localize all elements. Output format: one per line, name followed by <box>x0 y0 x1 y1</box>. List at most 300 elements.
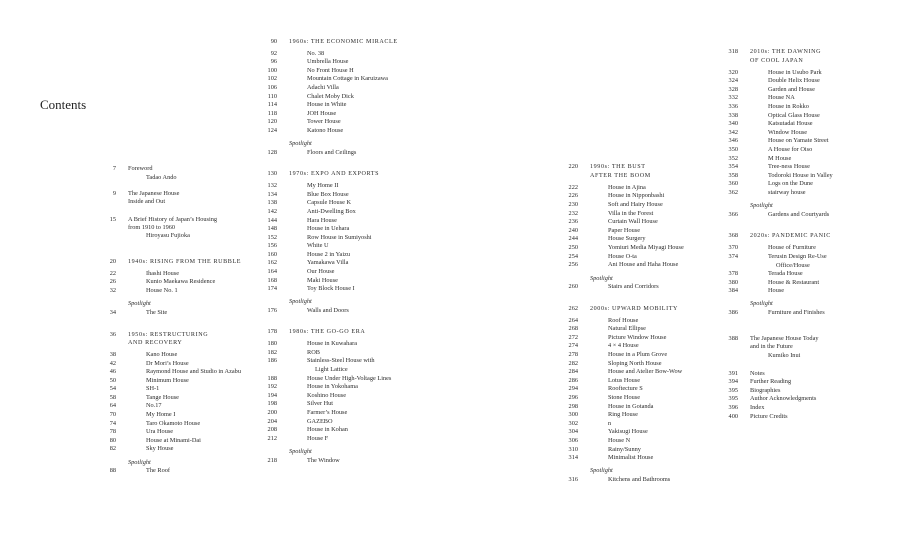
toc-entry <box>146 232 190 240</box>
entry-title: Terusin Design Re-Use <box>768 253 827 260</box>
entry-title: Author Acknowledgments <box>750 395 817 402</box>
page-number: 178 <box>267 328 277 335</box>
page-number: 218 <box>267 457 277 464</box>
toc-entry <box>728 172 833 180</box>
toc-entry <box>568 325 646 333</box>
toc-entry <box>568 235 646 243</box>
entry-title: JOH House <box>307 110 337 117</box>
toc-entry <box>267 149 357 157</box>
toc-entry <box>728 309 825 317</box>
page-number: 306 <box>568 437 578 444</box>
entry-title: Walls and Doors <box>307 307 349 314</box>
toc-entry <box>315 366 348 374</box>
entry-title: Umbrella House <box>307 58 349 65</box>
page-number: 156 <box>267 242 277 249</box>
entry-title: House in Uehara <box>307 225 350 232</box>
toc-entry <box>568 218 658 226</box>
page-number: 274 <box>568 342 578 349</box>
entry-title: House in Yokohama <box>307 383 358 390</box>
toc-entry <box>267 409 348 417</box>
toc-entry <box>728 137 829 145</box>
toc-entry <box>267 375 392 383</box>
entry-title: Row House in Sumiyoshi <box>307 234 372 241</box>
entry-title: Capsule House K <box>307 199 352 206</box>
toc-entry <box>728 112 820 120</box>
entry-title: House at Minami-Dai <box>146 437 201 444</box>
entry-title: Terada House <box>768 270 803 277</box>
section-title: 1980s: THE GO-GO ERA <box>289 329 366 335</box>
toc-entry <box>112 165 153 173</box>
page-number: 42 <box>109 360 116 367</box>
entry-title: Ihashi House <box>146 270 180 277</box>
page-number: 294 <box>568 385 578 392</box>
entry-title: GAZEBO <box>307 418 333 425</box>
spotlight-text: Spotlight <box>590 275 613 282</box>
entry-title: Rooftecture S <box>608 385 643 392</box>
page-number: 96 <box>270 58 277 65</box>
entry-title: Roof House <box>608 317 639 324</box>
section-heading <box>728 48 822 56</box>
entry-title: Katono House <box>307 127 344 134</box>
page-number: 332 <box>728 94 738 101</box>
entry-title: Toy Block House I <box>307 285 355 292</box>
spotlight-text: Spotlight <box>128 459 151 466</box>
page-number: 320 <box>728 69 738 76</box>
section-title: AND RECOVERY <box>128 340 183 346</box>
entry-title: Office/House <box>776 262 810 269</box>
section-title: 1940s: RISING FROM THE RUBBLE <box>128 259 242 265</box>
entry-title: Inside and Out <box>128 198 166 205</box>
toc-entry <box>728 335 819 343</box>
toc-entry <box>568 192 665 200</box>
spotlight-text: Spotlight <box>289 448 312 455</box>
page-number: 346 <box>728 137 738 144</box>
toc-entry <box>267 191 349 199</box>
page-number: 296 <box>568 394 578 401</box>
entry-title: Raymond House and Studio in Azabu <box>146 368 241 375</box>
toc-entry <box>109 360 189 368</box>
page-number: 386 <box>728 309 738 316</box>
entry-title: Picture Credits <box>750 413 788 420</box>
page-number: 212 <box>267 435 277 442</box>
entry-title: A House for Oiso <box>768 146 813 153</box>
entry-title: House No. 1 <box>146 287 178 294</box>
toc-entry <box>267 340 358 348</box>
page-number: 58 <box>109 394 116 401</box>
page-number: 318 <box>728 48 738 55</box>
entry-title: 4 × 4 House <box>608 342 639 349</box>
page-number: 34 <box>109 309 116 316</box>
page-number: 144 <box>267 217 277 224</box>
page-number: 78 <box>109 428 116 435</box>
page-number: 46 <box>109 368 116 375</box>
toc-entry <box>109 437 201 445</box>
toc-entry <box>267 75 388 83</box>
entry-title: Picture Window House <box>608 334 667 341</box>
page-number: 90 <box>270 38 277 45</box>
entry-title: Farmer’s House <box>307 409 348 416</box>
page-number: 338 <box>728 112 738 119</box>
toc-entry <box>568 253 637 261</box>
toc-entry <box>728 69 822 77</box>
entry-title: House in Gotanda <box>608 403 654 410</box>
page-number: 394 <box>728 378 738 385</box>
toc-entry <box>728 120 813 128</box>
entry-title: Villa in the Forest <box>608 210 654 217</box>
entry-title: Hiroyasu Fujioka <box>146 232 190 239</box>
toc-entry <box>109 428 174 436</box>
page-number: 74 <box>109 420 116 427</box>
entry-title: Minimalist House <box>608 454 654 461</box>
toc-entry <box>568 420 612 428</box>
toc-entry <box>267 101 347 109</box>
entry-title: Sky House <box>146 445 174 452</box>
toc-entry <box>267 307 349 315</box>
toc-entry <box>568 476 671 484</box>
entry-title: Further Reading <box>750 378 792 385</box>
page-number: 362 <box>728 189 738 196</box>
entry-title: Sloping North House <box>608 360 662 367</box>
entry-title: Stone House <box>608 394 641 401</box>
entry-title: Double Helix House <box>768 77 820 84</box>
entry-title: Minimum House <box>146 377 189 384</box>
toc-entry <box>728 94 795 102</box>
entry-title: Taro Okamoto House <box>146 420 201 427</box>
entry-title: Yomiuri Media Miyagi House <box>608 244 684 251</box>
toc-entry <box>568 261 679 269</box>
toc-entry <box>267 418 333 426</box>
toc-entry <box>568 334 667 342</box>
entry-title: House NA <box>768 94 795 101</box>
toc-entry <box>568 210 654 218</box>
entry-title: Tree-ness House <box>768 163 810 170</box>
page-number: 268 <box>568 325 578 332</box>
entry-title: House in Nipponbashi <box>608 192 665 199</box>
section-heading <box>109 331 209 339</box>
page-number: 232 <box>568 210 578 217</box>
page-number: 110 <box>267 93 277 100</box>
spotlight-text: Spotlight <box>750 202 773 209</box>
spotlight-text: Spotlight <box>750 300 773 307</box>
page-number: 395 <box>728 395 738 402</box>
page-number: 114 <box>267 101 277 108</box>
entry-title: Kitchens and Bathrooms <box>608 476 671 483</box>
toc-entry <box>109 309 168 317</box>
page-number: 176 <box>267 307 277 314</box>
entry-title: Tadao Ando <box>146 174 177 181</box>
page-number: 314 <box>568 454 578 461</box>
page-number: 336 <box>728 103 738 110</box>
toc-entry <box>267 426 348 434</box>
entry-title: Window House <box>768 129 808 136</box>
page-number: 32 <box>109 287 116 294</box>
entry-title: Silver Hut <box>307 400 334 407</box>
entry-title: Curtain Wall House <box>608 218 658 225</box>
entry-title: House F <box>307 435 329 442</box>
entry-title: ROB <box>307 349 320 356</box>
entry-title: House in a Plum Grove <box>608 351 668 358</box>
entry-title: The Japanese House Today <box>750 335 819 342</box>
page-number: 106 <box>267 84 277 91</box>
page-number: 395 <box>728 387 738 394</box>
entry-title: Biographies <box>750 387 781 394</box>
page-number: 130 <box>267 170 277 177</box>
spotlight-text: Spotlight <box>590 467 613 474</box>
page-number: 388 <box>728 335 738 342</box>
entry-title: Notes <box>750 370 765 377</box>
spotlight-label <box>289 448 312 456</box>
entry-title: Natural Ellipse <box>608 325 646 332</box>
entry-title: House in Rokko <box>768 103 809 110</box>
toc-entry <box>568 446 641 454</box>
page-number: 220 <box>568 163 578 170</box>
toc-entry <box>568 317 639 325</box>
toc-entry <box>128 198 165 206</box>
section-title: OF COOL JAPAN <box>750 58 804 64</box>
toc-entry <box>109 420 201 428</box>
page-number: 54 <box>109 385 116 392</box>
entry-title: Foreword <box>128 165 153 172</box>
page-number: 226 <box>568 192 578 199</box>
toc-entry <box>109 270 180 278</box>
page-number: 354 <box>728 163 738 170</box>
section-heading <box>267 170 380 178</box>
page-number: 316 <box>568 476 578 483</box>
entry-title: Paper House <box>608 227 641 234</box>
toc-entry <box>109 445 174 453</box>
spotlight-text: Spotlight <box>289 140 312 147</box>
entry-title: House Under High-Voltage Lines <box>307 375 392 382</box>
page-number: 244 <box>568 235 578 242</box>
page-number: 64 <box>109 402 116 409</box>
toc-entry <box>109 402 162 410</box>
entry-title: Rainy/Sunny <box>608 446 641 453</box>
entry-title: House in White <box>307 101 347 108</box>
entry-title: Katsutadai House <box>768 120 813 127</box>
entry-title: stairway house <box>768 189 806 196</box>
page-number: 384 <box>728 287 738 294</box>
entry-title: Garden and House <box>768 86 815 93</box>
entry-title: Light Lattice <box>315 366 348 373</box>
page-number: 160 <box>267 251 277 258</box>
entry-title: Hara House <box>307 217 337 224</box>
page-number: 38 <box>109 351 116 358</box>
toc-entry <box>267 199 352 207</box>
page-number: 142 <box>267 208 277 215</box>
page-number: 50 <box>109 377 116 384</box>
toc-entry <box>568 184 646 192</box>
toc-entry <box>267 251 351 259</box>
entry-title: Soft and Hairy House <box>608 201 663 208</box>
toc-entry <box>568 244 684 252</box>
page-number: 264 <box>568 317 578 324</box>
spotlight-label <box>128 459 151 467</box>
spotlight-label <box>750 300 773 308</box>
toc-entry <box>267 268 335 276</box>
toc-entry <box>267 182 339 190</box>
page-number: 380 <box>728 279 738 286</box>
spotlight-label <box>590 467 613 475</box>
toc-entry <box>568 377 641 385</box>
page-number: 358 <box>728 172 738 179</box>
spotlight-text: Spotlight <box>289 298 312 305</box>
page-number: 350 <box>728 146 738 153</box>
toc-entry <box>128 224 175 232</box>
section-title: 1970s: EXPO AND EXPORTS <box>289 171 380 177</box>
toc-entry <box>270 50 325 58</box>
entry-title: and in the Future <box>750 343 793 350</box>
toc-entry <box>568 360 662 368</box>
section-title: 2010s: THE DAWNING <box>750 49 822 55</box>
page-number: 174 <box>267 285 277 292</box>
page-number: 378 <box>728 270 738 277</box>
page-number: 230 <box>568 201 578 208</box>
page-number: 222 <box>568 184 578 191</box>
entry-title: Todoroki House in Valley <box>768 172 833 179</box>
toc-entry <box>728 244 816 252</box>
entry-title: Gardens and Courtyards <box>768 211 830 218</box>
toc-entry <box>267 93 354 101</box>
entry-title: Adachi Villa <box>307 84 339 91</box>
page-number: 7 <box>112 165 116 172</box>
page-number: 102 <box>267 75 277 82</box>
toc-entry <box>728 86 815 94</box>
entry-title: No Front House H <box>307 67 354 74</box>
toc-entry <box>267 118 341 126</box>
toc-entry <box>568 437 631 445</box>
page-number: 298 <box>568 403 578 410</box>
entry-title: House & Restaurant <box>768 279 820 286</box>
toc-entry <box>728 253 827 261</box>
toc-entry <box>109 287 178 295</box>
toc-entry <box>267 234 372 242</box>
page-number: 324 <box>728 77 738 84</box>
entry-title: Tower House <box>307 118 341 125</box>
entry-title: The Site <box>146 309 168 316</box>
page-number: 208 <box>267 426 277 433</box>
page-number: 138 <box>267 199 277 206</box>
toc-entry <box>267 242 329 250</box>
toc-entry <box>568 342 639 350</box>
page-number: 186 <box>267 357 277 364</box>
toc-entry <box>728 378 792 386</box>
entry-title: Anti-Dwelling Box <box>307 208 356 215</box>
page-number: 88 <box>109 467 116 474</box>
entry-title: House O-ta <box>608 253 637 260</box>
toc-entry <box>109 467 170 475</box>
entry-title: Koshino House <box>307 392 347 399</box>
section-title: 2020s: PANDEMIC PANIC <box>750 233 831 239</box>
page-number: 328 <box>728 86 738 93</box>
page-number: 120 <box>267 118 277 125</box>
toc-entry <box>267 277 338 285</box>
entry-title: Chalet Moby Dick <box>307 93 354 100</box>
toc-entry <box>728 103 809 111</box>
page-number: 200 <box>267 409 277 416</box>
toc-entry <box>728 180 813 188</box>
page-number: 236 <box>568 218 578 225</box>
page-number: 132 <box>267 182 277 189</box>
toc-entry <box>768 352 800 360</box>
toc-entry <box>568 428 648 436</box>
page-number: 204 <box>267 418 277 425</box>
section-heading <box>568 163 646 171</box>
page-title: Contents <box>40 97 87 112</box>
toc-entry <box>267 435 329 443</box>
page-number: 302 <box>568 420 578 427</box>
entry-title: House in Kuwahara <box>307 340 358 347</box>
toc-entry <box>109 377 189 385</box>
entry-title: Logs on the Dune <box>768 180 813 187</box>
toc-entry <box>568 351 668 359</box>
page-number: 80 <box>109 437 116 444</box>
entry-title: Index <box>750 404 765 411</box>
page-number: 36 <box>109 331 116 338</box>
page-number: 286 <box>568 377 578 384</box>
toc-entry <box>267 383 358 391</box>
entry-title: No. 38 <box>307 50 325 57</box>
page-number: 250 <box>568 244 578 251</box>
page-number: 256 <box>568 261 578 268</box>
entry-title: Floors and Ceilings <box>307 149 357 156</box>
section-heading <box>267 328 366 336</box>
entry-title: The Japanese House <box>128 190 180 197</box>
page-number: 278 <box>568 351 578 358</box>
toc-entry <box>568 394 641 402</box>
entry-title: Ani House and Haha House <box>608 261 679 268</box>
toc-entry <box>750 343 793 351</box>
entry-title: Tange House <box>146 394 179 401</box>
entry-title: Dr Mori’s House <box>146 360 189 367</box>
page-number: 360 <box>728 180 738 187</box>
page-number: 82 <box>109 445 116 452</box>
page-number: 262 <box>568 305 578 312</box>
page-number: 164 <box>267 268 277 275</box>
section-heading <box>270 38 398 46</box>
toc-entry <box>728 163 810 171</box>
page-number: 180 <box>267 340 277 347</box>
page-number: 100 <box>267 67 277 74</box>
toc-entry <box>728 279 820 287</box>
page-number: 194 <box>267 392 277 399</box>
page-number: 366 <box>728 211 738 218</box>
toc-entry <box>568 454 654 462</box>
page-number: 168 <box>267 277 277 284</box>
section-heading <box>568 305 679 313</box>
entry-title: Our House <box>307 268 335 275</box>
page-number: 310 <box>568 446 578 453</box>
toc-entry <box>776 262 810 270</box>
entry-title: Kano House <box>146 351 178 358</box>
spotlight-text: Spotlight <box>128 300 151 307</box>
section-heading <box>109 258 242 266</box>
page-number: 128 <box>267 149 277 156</box>
spotlight-label <box>590 275 613 283</box>
page-number: 70 <box>109 411 116 418</box>
page-number: 370 <box>728 244 738 251</box>
toc-entry <box>728 287 785 295</box>
page-number: 300 <box>568 411 578 418</box>
toc-entry <box>267 285 355 293</box>
toc-entry <box>146 174 177 182</box>
entry-title: Lotus House <box>608 377 641 384</box>
entry-title: The Window <box>307 457 340 464</box>
page-number: 198 <box>267 400 277 407</box>
entry-title: My Home I <box>146 411 176 418</box>
page-number: 192 <box>267 383 277 390</box>
toc-entry <box>112 190 180 198</box>
toc-entry <box>267 225 350 233</box>
